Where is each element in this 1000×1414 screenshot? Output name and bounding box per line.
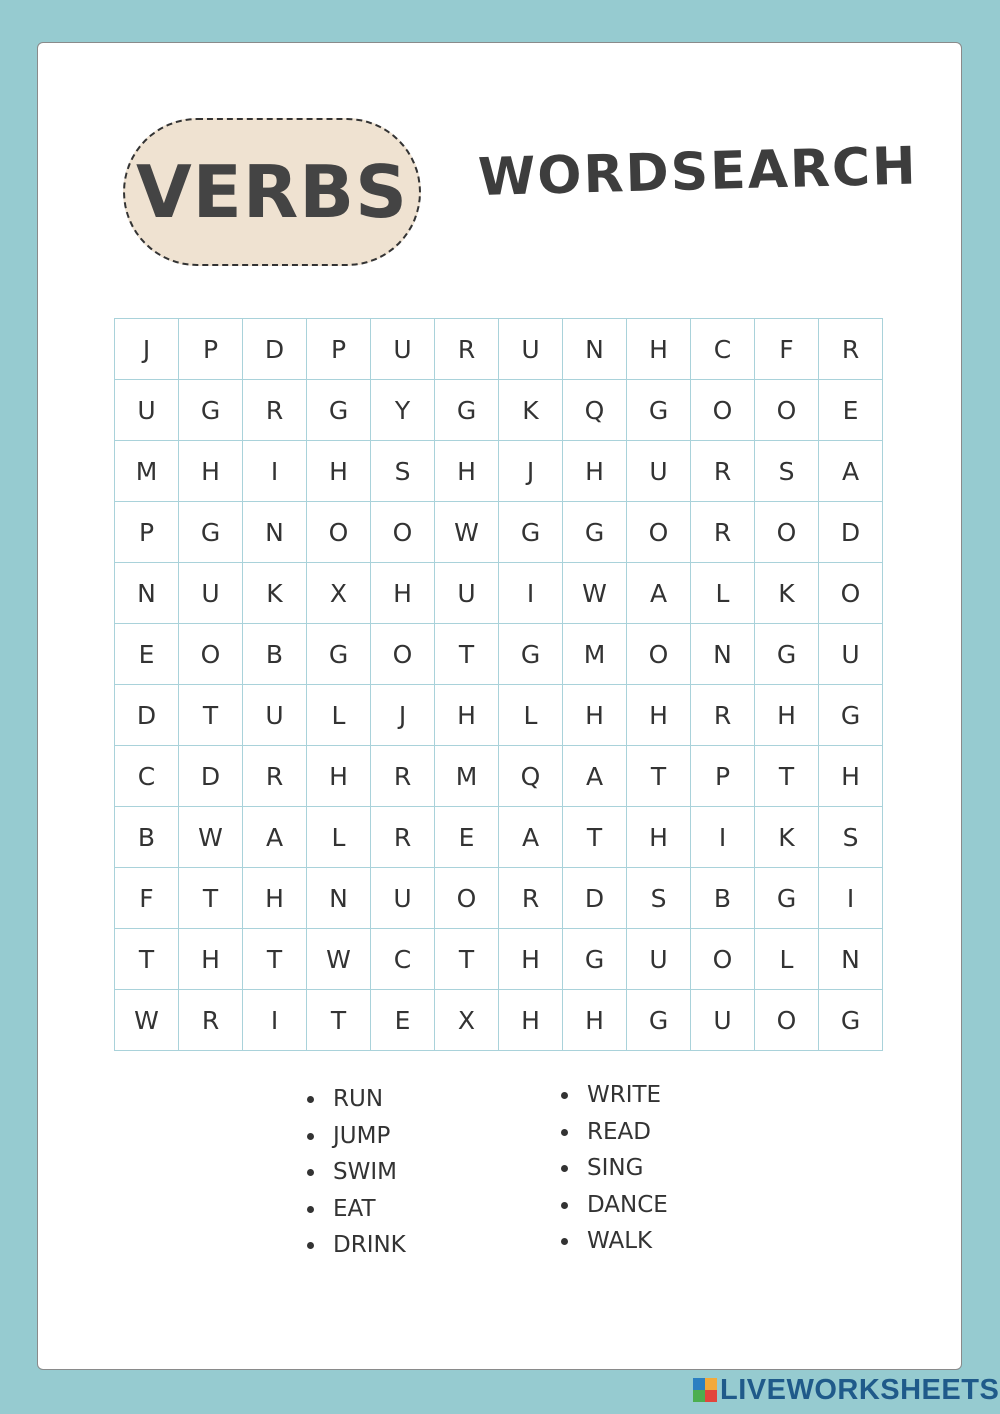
grid-row bbox=[115, 441, 883, 502]
grid-cell[interactable]: H bbox=[179, 441, 243, 502]
grid-row bbox=[115, 380, 883, 441]
grid-cell[interactable]: R bbox=[691, 502, 755, 563]
grid-cell[interactable]: S bbox=[819, 807, 883, 868]
grid-cell[interactable]: N bbox=[563, 319, 627, 380]
grid-cell[interactable]: T bbox=[243, 929, 307, 990]
grid-cell[interactable]: H bbox=[563, 990, 627, 1051]
grid-cell[interactable]: E bbox=[435, 807, 499, 868]
grid-cell[interactable]: P bbox=[179, 319, 243, 380]
grid-cell[interactable]: L bbox=[307, 685, 371, 746]
grid-cell[interactable]: O bbox=[691, 380, 755, 441]
grid-cell[interactable]: D bbox=[819, 502, 883, 563]
grid-cell[interactable]: K bbox=[243, 563, 307, 624]
grid-cell[interactable]: O bbox=[691, 929, 755, 990]
grid-cell[interactable]: J bbox=[499, 441, 563, 502]
grid-cell[interactable]: J bbox=[115, 319, 179, 380]
grid-cell[interactable]: R bbox=[819, 319, 883, 380]
word-list-item: READ bbox=[561, 1114, 668, 1151]
grid-cell[interactable]: N bbox=[691, 624, 755, 685]
grid-cell[interactable]: H bbox=[627, 319, 691, 380]
grid-cell[interactable]: C bbox=[115, 746, 179, 807]
grid-cell[interactable]: F bbox=[755, 319, 819, 380]
grid-cell[interactable]: K bbox=[755, 807, 819, 868]
grid-cell[interactable]: J bbox=[371, 685, 435, 746]
grid-cell[interactable]: G bbox=[307, 380, 371, 441]
grid-cell[interactable]: U bbox=[499, 319, 563, 380]
liveworksheets-logo-icon bbox=[693, 1378, 717, 1402]
grid-cell[interactable]: O bbox=[627, 502, 691, 563]
grid-cell[interactable]: E bbox=[819, 380, 883, 441]
grid-cell[interactable]: O bbox=[371, 624, 435, 685]
grid-cell[interactable]: O bbox=[755, 380, 819, 441]
grid-cell[interactable]: U bbox=[691, 990, 755, 1051]
grid-cell[interactable]: I bbox=[499, 563, 563, 624]
grid-cell[interactable]: N bbox=[115, 563, 179, 624]
word-list-item: DRINK bbox=[307, 1227, 406, 1264]
grid-cell[interactable]: H bbox=[435, 685, 499, 746]
grid-cell[interactable]: R bbox=[243, 746, 307, 807]
grid-cell[interactable]: H bbox=[499, 929, 563, 990]
grid-cell[interactable]: H bbox=[563, 685, 627, 746]
grid-cell[interactable]: L bbox=[307, 807, 371, 868]
word-list-item: RUN bbox=[307, 1081, 406, 1118]
grid-cell[interactable]: W bbox=[435, 502, 499, 563]
grid-cell[interactable]: H bbox=[755, 685, 819, 746]
grid-cell[interactable]: T bbox=[435, 624, 499, 685]
verbs-badge bbox=[123, 118, 421, 266]
grid-cell[interactable]: G bbox=[435, 380, 499, 441]
grid-cell[interactable]: N bbox=[307, 868, 371, 929]
grid-cell[interactable]: O bbox=[755, 502, 819, 563]
grid-cell[interactable]: R bbox=[499, 868, 563, 929]
grid-cell[interactable]: T bbox=[627, 746, 691, 807]
word-list-item: EAT bbox=[307, 1191, 406, 1228]
grid-cell[interactable]: F bbox=[115, 868, 179, 929]
grid-cell[interactable]: G bbox=[563, 502, 627, 563]
grid-cell[interactable]: B bbox=[243, 624, 307, 685]
grid-cell[interactable]: A bbox=[627, 563, 691, 624]
grid-cell[interactable]: Y bbox=[371, 380, 435, 441]
grid-cell[interactable]: H bbox=[627, 807, 691, 868]
grid-cell[interactable]: Q bbox=[563, 380, 627, 441]
grid-row bbox=[115, 746, 883, 807]
grid-cell[interactable]: X bbox=[307, 563, 371, 624]
grid-cell[interactable]: B bbox=[691, 868, 755, 929]
grid-cell[interactable]: B bbox=[115, 807, 179, 868]
grid-cell[interactable]: U bbox=[435, 563, 499, 624]
grid-row bbox=[115, 563, 883, 624]
grid-cell[interactable]: O bbox=[819, 563, 883, 624]
word-list-left bbox=[307, 1081, 406, 1264]
grid-cell[interactable]: L bbox=[499, 685, 563, 746]
grid-cell[interactable]: C bbox=[371, 929, 435, 990]
word-list-item: DANCE bbox=[561, 1187, 668, 1224]
grid-cell[interactable]: T bbox=[563, 807, 627, 868]
word-list-item: WRITE bbox=[561, 1077, 668, 1114]
grid-cell[interactable]: R bbox=[243, 380, 307, 441]
grid-cell[interactable]: U bbox=[371, 319, 435, 380]
grid-cell[interactable]: W bbox=[563, 563, 627, 624]
grid-cell[interactable]: E bbox=[371, 990, 435, 1051]
grid-cell[interactable]: L bbox=[691, 563, 755, 624]
grid-cell[interactable]: R bbox=[691, 441, 755, 502]
grid-cell[interactable]: D bbox=[179, 746, 243, 807]
grid-cell[interactable]: U bbox=[627, 929, 691, 990]
grid-cell[interactable]: G bbox=[179, 380, 243, 441]
grid-cell[interactable]: H bbox=[627, 685, 691, 746]
grid-cell[interactable]: G bbox=[819, 990, 883, 1051]
grid-cell[interactable]: N bbox=[819, 929, 883, 990]
grid-cell[interactable]: E bbox=[115, 624, 179, 685]
grid-cell[interactable]: T bbox=[179, 868, 243, 929]
grid-cell[interactable]: H bbox=[243, 868, 307, 929]
page-title: WORDSEARCH bbox=[477, 136, 919, 208]
grid-cell[interactable]: I bbox=[819, 868, 883, 929]
grid-cell[interactable]: S bbox=[627, 868, 691, 929]
grid-cell[interactable]: I bbox=[243, 990, 307, 1051]
wordsearch-grid bbox=[114, 318, 883, 1051]
grid-cell[interactable]: D bbox=[243, 319, 307, 380]
grid-cell[interactable]: N bbox=[243, 502, 307, 563]
grid-cell[interactable]: U bbox=[627, 441, 691, 502]
grid-row bbox=[115, 990, 883, 1051]
grid-cell[interactable]: T bbox=[179, 685, 243, 746]
grid-cell[interactable]: I bbox=[691, 807, 755, 868]
grid-cell[interactable]: C bbox=[691, 319, 755, 380]
grid-cell[interactable]: G bbox=[755, 624, 819, 685]
grid-cell[interactable]: H bbox=[179, 929, 243, 990]
grid-cell[interactable]: G bbox=[499, 502, 563, 563]
grid-cell[interactable]: M bbox=[115, 441, 179, 502]
grid-cell[interactable]: H bbox=[307, 441, 371, 502]
grid-cell[interactable]: T bbox=[755, 746, 819, 807]
grid-cell[interactable]: O bbox=[627, 624, 691, 685]
grid-cell[interactable]: W bbox=[115, 990, 179, 1051]
grid-cell[interactable]: R bbox=[435, 319, 499, 380]
grid-cell[interactable]: T bbox=[307, 990, 371, 1051]
grid-row bbox=[115, 319, 883, 380]
grid-cell[interactable]: P bbox=[691, 746, 755, 807]
grid-cell[interactable]: R bbox=[371, 807, 435, 868]
grid-cell[interactable]: W bbox=[179, 807, 243, 868]
grid-row bbox=[115, 624, 883, 685]
grid-cell[interactable]: U bbox=[115, 380, 179, 441]
grid-row bbox=[115, 502, 883, 563]
grid-cell[interactable]: O bbox=[307, 502, 371, 563]
grid-cell[interactable]: S bbox=[371, 441, 435, 502]
badge-title: VERBS bbox=[135, 150, 409, 234]
grid-cell[interactable]: D bbox=[115, 685, 179, 746]
grid-cell[interactable]: O bbox=[371, 502, 435, 563]
grid-cell[interactable]: R bbox=[179, 990, 243, 1051]
grid-cell[interactable]: K bbox=[755, 563, 819, 624]
grid-cell[interactable]: A bbox=[243, 807, 307, 868]
grid-cell[interactable]: H bbox=[819, 746, 883, 807]
grid-cell[interactable]: G bbox=[627, 380, 691, 441]
grid-cell[interactable]: D bbox=[563, 868, 627, 929]
grid-cell[interactable]: G bbox=[627, 990, 691, 1051]
grid-cell[interactable]: H bbox=[499, 990, 563, 1051]
grid-cell[interactable]: O bbox=[755, 990, 819, 1051]
grid-cell[interactable]: G bbox=[307, 624, 371, 685]
grid-cell[interactable]: M bbox=[563, 624, 627, 685]
grid-cell[interactable]: X bbox=[435, 990, 499, 1051]
grid-cell[interactable]: Q bbox=[499, 746, 563, 807]
grid-cell[interactable]: A bbox=[563, 746, 627, 807]
footer-brand[interactable] bbox=[693, 1374, 999, 1406]
grid-cell[interactable]: U bbox=[371, 868, 435, 929]
grid-cell[interactable]: M bbox=[435, 746, 499, 807]
grid-cell[interactable]: H bbox=[435, 441, 499, 502]
grid-cell[interactable]: K bbox=[499, 380, 563, 441]
grid-cell[interactable]: H bbox=[563, 441, 627, 502]
grid-cell[interactable]: U bbox=[179, 563, 243, 624]
grid-cell[interactable]: A bbox=[499, 807, 563, 868]
grid-cell[interactable]: G bbox=[819, 685, 883, 746]
grid-cell[interactable]: O bbox=[435, 868, 499, 929]
grid-cell[interactable]: O bbox=[179, 624, 243, 685]
grid-row bbox=[115, 807, 883, 868]
grid-cell[interactable]: U bbox=[243, 685, 307, 746]
footer-brand-text: LIVEWORKSHEETS bbox=[720, 1373, 1000, 1406]
grid-cell[interactable]: I bbox=[243, 441, 307, 502]
grid-cell[interactable]: G bbox=[499, 624, 563, 685]
grid-row bbox=[115, 929, 883, 990]
grid-cell[interactable]: S bbox=[755, 441, 819, 502]
grid-cell[interactable]: U bbox=[819, 624, 883, 685]
grid-cell[interactable]: G bbox=[179, 502, 243, 563]
grid-cell[interactable]: W bbox=[307, 929, 371, 990]
word-list-item: JUMP bbox=[307, 1118, 406, 1155]
grid-cell[interactable]: L bbox=[755, 929, 819, 990]
grid-row bbox=[115, 685, 883, 746]
word-list-item: WALK bbox=[561, 1223, 668, 1260]
word-list-item: SING bbox=[561, 1150, 668, 1187]
grid-cell[interactable]: G bbox=[755, 868, 819, 929]
grid-cell[interactable]: R bbox=[691, 685, 755, 746]
grid-cell[interactable]: R bbox=[371, 746, 435, 807]
grid-cell[interactable]: T bbox=[115, 929, 179, 990]
word-list-item: SWIM bbox=[307, 1154, 406, 1191]
grid-cell[interactable]: T bbox=[435, 929, 499, 990]
grid-cell[interactable]: H bbox=[307, 746, 371, 807]
grid-cell[interactable]: G bbox=[563, 929, 627, 990]
grid-row bbox=[115, 868, 883, 929]
grid-cell[interactable]: P bbox=[115, 502, 179, 563]
grid-cell[interactable]: H bbox=[371, 563, 435, 624]
word-list-right bbox=[561, 1077, 668, 1260]
grid-cell[interactable]: P bbox=[307, 319, 371, 380]
grid-cell[interactable]: A bbox=[819, 441, 883, 502]
